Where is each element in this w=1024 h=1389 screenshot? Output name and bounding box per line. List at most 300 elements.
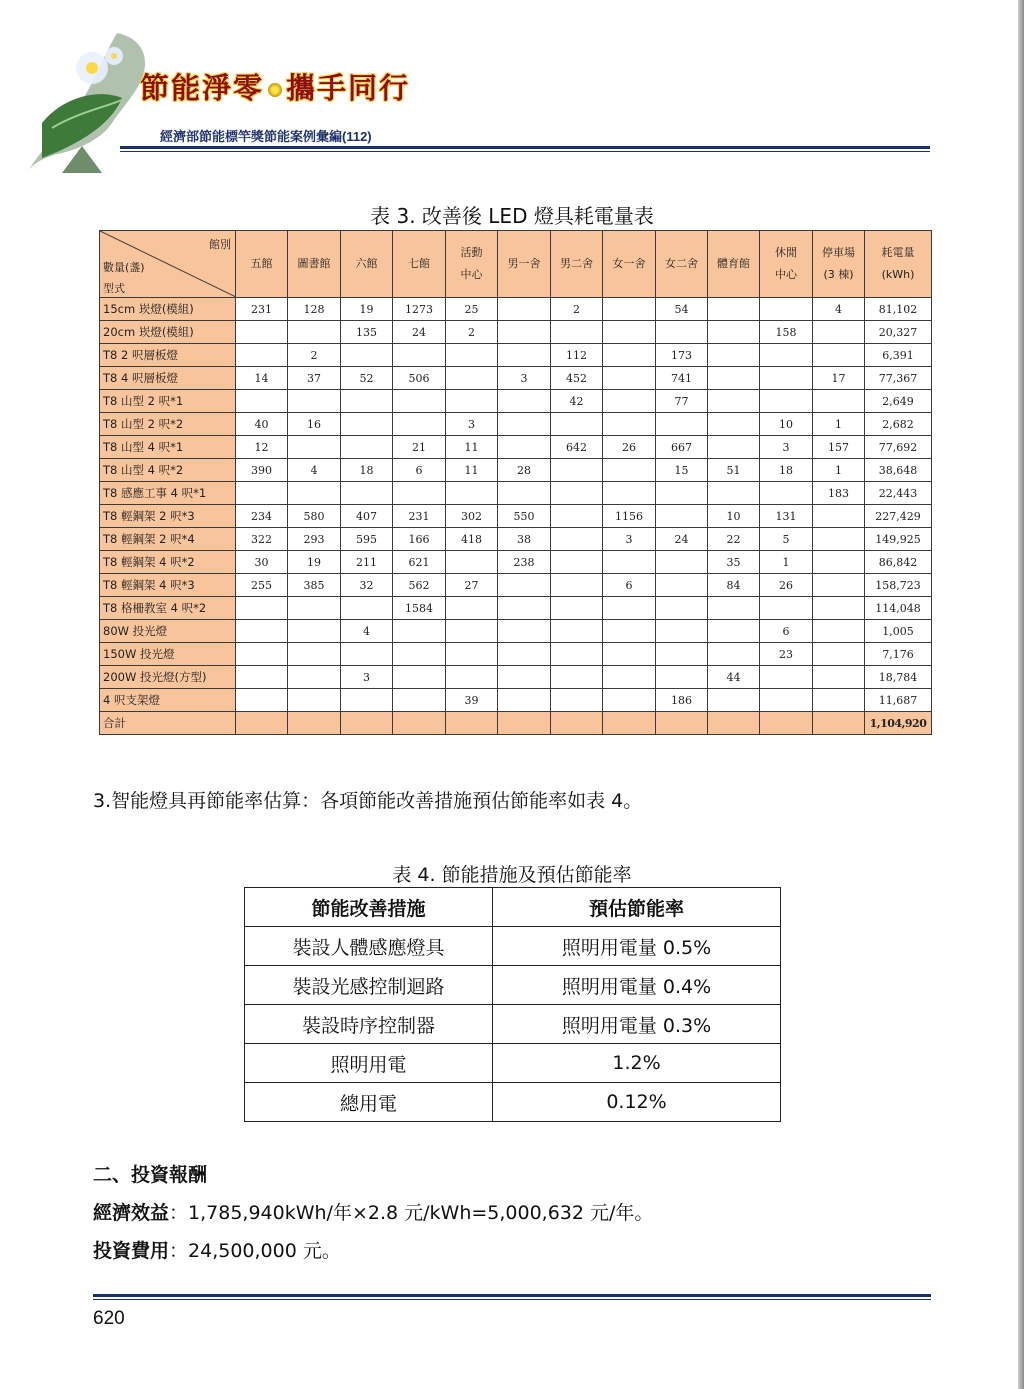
table-cell [288,620,341,643]
rate-cell: 0.12% [493,1083,781,1122]
table-cell: 173 [656,344,708,367]
column-header [341,231,393,298]
table-cell: 7,176 [865,643,932,666]
row-label: T8 山型 4 呎*2 [100,459,236,482]
table-cell: 2 [551,298,603,321]
table-cell [393,620,446,643]
table-cell [551,712,603,735]
table-cell [341,436,393,459]
table-row [245,1005,781,1044]
header-divider-thin [120,151,930,152]
table-cell: 22,443 [865,482,932,505]
table-cell [813,643,865,666]
table-cell [760,390,813,413]
table-cell: 302 [446,505,498,528]
table-cell [393,643,446,666]
table-row [100,666,932,689]
table-cell [603,321,656,344]
table-cell: 293 [288,528,341,551]
table-cell [446,551,498,574]
table-row [100,298,932,321]
table-cell: 407 [341,505,393,528]
table-cell [551,551,603,574]
column-header-line: 休閒 [775,246,797,259]
table-cell [551,505,603,528]
table-row [100,643,932,666]
column-header-line: 圖書館 [297,257,331,270]
table-row [245,966,781,1005]
table-cell [341,689,393,712]
table-cell [708,597,760,620]
table4-header-measure: 節能改善措施 [245,888,493,927]
table-cell [603,298,656,321]
column-header [708,231,760,298]
table-cell: 3 [446,413,498,436]
table-cell [813,689,865,712]
table-cell: 44 [708,666,760,689]
row-label: T8 輕鋼架 4 呎*2 [100,551,236,574]
table-cell: 84 [708,574,760,597]
table-cell: 18 [760,459,813,482]
table-cell [288,597,341,620]
table-cell [446,620,498,643]
table-cell: 2,682 [865,413,932,436]
column-header-line: (3 棟) [823,268,854,281]
column-header-line: 體育館 [717,257,750,270]
table-cell: 25 [446,298,498,321]
table-cell [393,689,446,712]
table-cell [498,643,551,666]
table-cell: 22 [708,528,760,551]
table-cell [813,620,865,643]
table-cell [603,689,656,712]
table-cell [656,712,708,735]
table-cell [288,436,341,459]
table-cell [708,367,760,390]
table-cell [760,367,813,390]
table-cell: 3 [341,666,393,689]
table-cell: 642 [551,436,603,459]
column-header-line: (kWh) [881,268,915,281]
table-cell: 186 [656,689,708,712]
table-cell: 322 [236,528,288,551]
table-cell [656,620,708,643]
table-cell [288,712,341,735]
table-cell [551,413,603,436]
column-header [551,231,603,298]
table-cell: 158 [760,321,813,344]
table-row [100,321,932,344]
table-cell [341,413,393,436]
table-row [100,574,932,597]
table-cell: 183 [813,482,865,505]
table-cell [288,321,341,344]
table-cell [288,482,341,505]
table-cell [551,528,603,551]
table-cell [446,482,498,505]
table-cell [236,620,288,643]
table-cell: 6 [393,459,446,482]
column-header-line: 男二舍 [560,257,593,270]
table-cell [498,436,551,459]
table-cell [603,459,656,482]
cost-value: ：24,500,000 元。 [169,1240,341,1262]
column-header-line: 活動 [460,246,483,259]
column-header-line: 六館 [355,257,378,270]
table-cell: 2,649 [865,390,932,413]
table-cell: 158,723 [865,574,932,597]
table-cell: 211 [341,551,393,574]
table-row [245,1083,781,1122]
table-cell: 2 [446,321,498,344]
table-cell: 18,784 [865,666,932,689]
header-divider [120,146,930,149]
row-label: 15cm 崁燈(模組) [100,298,236,321]
table-cell [760,597,813,620]
investment-cost-line [93,1236,341,1263]
table-cell [498,712,551,735]
table-row [100,620,932,643]
table-cell [236,390,288,413]
column-header-line: 五館 [250,257,273,270]
table-cell: 580 [288,505,341,528]
table-cell: 385 [288,574,341,597]
table-cell [498,344,551,367]
table-cell [603,413,656,436]
table-cell [446,666,498,689]
table-cell: 20,327 [865,321,932,344]
table-cell [498,298,551,321]
table-cell [498,321,551,344]
table-cell [236,643,288,666]
column-header-line: 中心 [460,268,483,281]
table-cell: 77 [656,390,708,413]
table-cell [341,482,393,505]
column-header-line: 中心 [775,268,797,281]
row-label: T8 2 呎層板燈 [100,344,236,367]
footer-divider-thin [93,1299,931,1300]
table-cell [603,643,656,666]
header-subtitle: 經濟部節能標竿獎節能案例彙編(112) [160,129,372,144]
table-cell: 23 [760,643,813,666]
table-cell [603,367,656,390]
table-cell: 10 [760,413,813,436]
table-cell: 128 [288,298,341,321]
table-cell: 1,005 [865,620,932,643]
table-cell [708,321,760,344]
table-cell [393,413,446,436]
rate-cell: 照明用電量 0.5% [493,927,781,966]
row-label: 20cm 崁燈(模組) [100,321,236,344]
table-cell [498,597,551,620]
table-cell: 452 [551,367,603,390]
table-cell [236,689,288,712]
table-cell [498,666,551,689]
table-row [100,344,932,367]
table-cell [813,344,865,367]
table-cell: 595 [341,528,393,551]
table-cell [813,551,865,574]
column-header-line: 耗電量 [881,246,915,259]
table-cell: 17 [813,367,865,390]
table-cell: 35 [708,551,760,574]
table-cell: 11 [446,459,498,482]
table-row [100,505,932,528]
table-cell [236,344,288,367]
table-cell [708,689,760,712]
table-cell [393,712,446,735]
table-cell: 234 [236,505,288,528]
table-cell: 27 [446,574,498,597]
footer-divider [93,1294,931,1297]
table-cell: 390 [236,459,288,482]
table-cell [760,344,813,367]
table-cell [603,712,656,735]
table-cell [236,597,288,620]
table-cell [288,390,341,413]
saving-measures-table [244,887,781,1122]
table-cell [498,390,551,413]
table-cell [551,459,603,482]
table-cell [656,505,708,528]
table-cell [760,298,813,321]
rate-cell: 照明用電量 0.3% [493,1005,781,1044]
table-cell [551,597,603,620]
table-cell [551,620,603,643]
table-cell: 38,648 [865,459,932,482]
table-cell [656,597,708,620]
table-cell: 4 [341,620,393,643]
table-cell [603,390,656,413]
column-header-line: 停車場 [822,246,855,259]
table-cell: 11 [446,436,498,459]
table-cell: 42 [551,390,603,413]
table-cell [498,413,551,436]
table-row [100,367,932,390]
table-cell [498,482,551,505]
rate-cell: 1.2% [493,1044,781,1083]
measure-cell: 裝設光感控制迴路 [245,966,493,1005]
table4-header-rate: 預估節能率 [493,888,781,927]
table-cell [656,643,708,666]
table-cell: 114,048 [865,597,932,620]
rate-cell: 照明用電量 0.4% [493,966,781,1005]
table-cell: 4 [288,459,341,482]
table-cell: 10 [708,505,760,528]
table-cell [656,574,708,597]
row-label: 150W 投光燈 [100,643,236,666]
total-label: 合計 [100,712,236,735]
table-cell: 227,429 [865,505,932,528]
table-cell [708,344,760,367]
column-header-line: 七館 [408,257,430,270]
table-cell [236,712,288,735]
table-cell [551,643,603,666]
table-cell: 621 [393,551,446,574]
table-cell: 28 [498,459,551,482]
table-cell: 5 [760,528,813,551]
column-header [760,231,813,298]
table-cell: 1 [813,413,865,436]
table-row [100,436,932,459]
table-cell [603,666,656,689]
table-row [100,551,932,574]
table-cell [656,666,708,689]
table-cell [603,344,656,367]
table-cell: 32 [341,574,393,597]
table-cell [288,666,341,689]
table-cell: 157 [813,436,865,459]
table-cell [236,321,288,344]
table-cell: 255 [236,574,288,597]
table-cell: 51 [708,459,760,482]
column-header [236,231,288,298]
table-cell [760,712,813,735]
header-title: 節能淨零 攜手同行 [140,71,411,105]
section-title: 二、投資報酬 [93,1164,208,1186]
table-cell: 1 [813,459,865,482]
table-cell: 19 [341,298,393,321]
column-header [813,231,865,298]
table-cell: 231 [236,298,288,321]
table-cell: 1273 [393,298,446,321]
table-cell [393,390,446,413]
column-header [446,231,498,298]
table-row [100,413,932,436]
page-number: 620 [93,1308,125,1329]
row-label: T8 山型 2 呎*1 [100,390,236,413]
row-label: T8 輕鋼架 2 呎*4 [100,528,236,551]
table-cell: 14 [236,367,288,390]
table-cell [656,321,708,344]
row-label: 4 呎支架燈 [100,689,236,712]
row-label: T8 格柵教室 4 呎*2 [100,597,236,620]
table3-caption: 表 3. 改善後 LED 燈具耗電量表 [370,204,654,228]
row-label: T8 感應工事 4 呎*1 [100,482,236,505]
economic-benefit-line [93,1198,653,1225]
column-header-line: 女一舍 [612,257,646,270]
table-row [245,1044,781,1083]
column-header [393,231,446,298]
table-cell [498,574,551,597]
table-cell [813,597,865,620]
table-cell [446,643,498,666]
table-cell [708,436,760,459]
table-cell: 1584 [393,597,446,620]
row-label: 200W 投光燈(方型) [100,666,236,689]
table-cell [393,344,446,367]
table-cell: 24 [393,321,446,344]
table-cell: 135 [341,321,393,344]
table-cell [446,712,498,735]
table-cell [603,482,656,505]
table-cell [708,620,760,643]
row-label: T8 輕鋼架 4 呎*3 [100,574,236,597]
table-cell: 12 [236,436,288,459]
table-cell: 37 [288,367,341,390]
table-cell: 3 [760,436,813,459]
row-label: 80W 投光燈 [100,620,236,643]
table-cell [498,620,551,643]
row-label: T8 4 呎層板燈 [100,367,236,390]
table3-corner-header: 館別 數量(盞) 型式 [100,231,236,298]
table-cell [341,344,393,367]
table-cell [760,482,813,505]
table-cell [446,390,498,413]
table-cell: 3 [603,528,656,551]
table-cell: 149,925 [865,528,932,551]
table-row [100,689,932,712]
table-cell: 52 [341,367,393,390]
table-row [100,390,932,413]
column-header [865,231,932,298]
table-cell: 741 [656,367,708,390]
table-cell [498,689,551,712]
cost-label: 投資費用 [93,1240,170,1262]
benefit-value: ：1,785,940kWh/年×2.8 元/kWh=5,000,632 元/年。 [169,1202,654,1224]
table-row [100,482,932,505]
table-cell [236,482,288,505]
column-header [498,231,551,298]
table-cell: 238 [498,551,551,574]
benefit-label: 經濟效益 [93,1202,170,1224]
table-cell: 11,687 [865,689,932,712]
table-cell: 231 [393,505,446,528]
column-header-line: 男一舍 [507,257,541,270]
table-cell: 112 [551,344,603,367]
table-cell: 30 [236,551,288,574]
row-label: T8 山型 4 呎*1 [100,436,236,459]
table-cell [393,666,446,689]
table-cell [446,367,498,390]
total-value: 1,104,920 [865,712,932,735]
table-cell [813,666,865,689]
table-cell: 418 [446,528,498,551]
table-cell [551,666,603,689]
measure-cell: 照明用電 [245,1044,493,1083]
table-cell: 81,102 [865,298,932,321]
table-cell: 550 [498,505,551,528]
table-cell: 562 [393,574,446,597]
table-cell: 506 [393,367,446,390]
table-cell [813,528,865,551]
table-cell: 26 [760,574,813,597]
table-cell [341,597,393,620]
table-cell: 26 [603,436,656,459]
table-cell: 18 [341,459,393,482]
table-row [100,459,932,482]
table-cell: 4 [813,298,865,321]
table-cell [551,689,603,712]
table-cell [393,482,446,505]
measure-cell: 裝設時序控制器 [245,1005,493,1044]
table-cell: 40 [236,413,288,436]
table-cell [603,597,656,620]
table-cell: 39 [446,689,498,712]
table-cell [708,643,760,666]
table-cell [603,620,656,643]
flower-icon [268,83,282,97]
column-header-line: 女二舍 [665,257,698,270]
table-cell: 1156 [603,505,656,528]
table-cell [813,505,865,528]
measure-cell: 裝設人體感應燈具 [245,927,493,966]
table-cell: 6 [760,620,813,643]
table-cell: 667 [656,436,708,459]
table4-caption: 表 4. 節能措施及預估節能率 [392,864,632,886]
table-row [245,927,781,966]
page-header [0,0,1024,185]
